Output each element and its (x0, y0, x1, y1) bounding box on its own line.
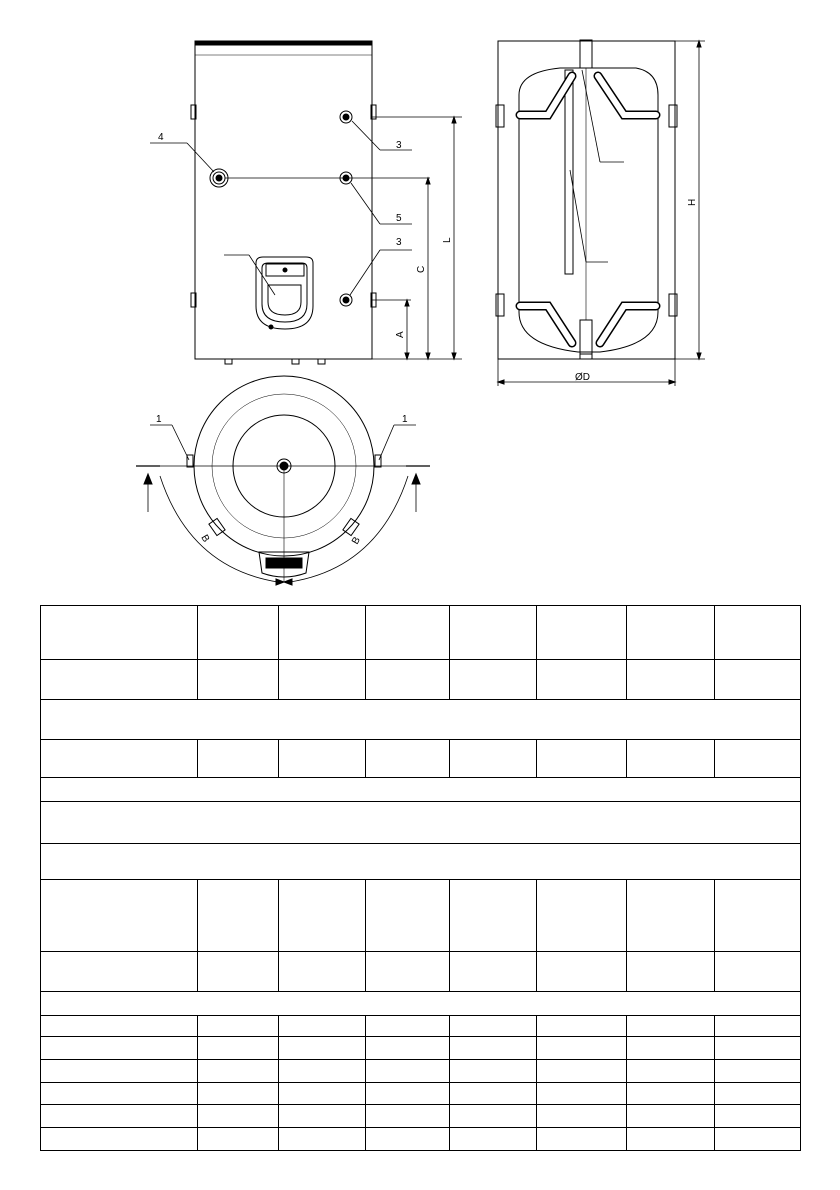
table-row (41, 778, 801, 802)
table-value-cell (715, 1083, 801, 1105)
table-label-cell (41, 740, 198, 778)
table-value-cell (366, 660, 450, 700)
table-label-cell (41, 880, 198, 952)
table-value-cell (198, 1083, 279, 1105)
table-row (41, 880, 801, 952)
table-value-cell (279, 1037, 366, 1060)
table-value-cell (715, 1016, 801, 1037)
table-row (41, 802, 801, 844)
table-row (41, 1128, 801, 1151)
table-label-cell (41, 1037, 198, 1060)
table-value-cell (279, 1060, 366, 1083)
table-row (41, 1105, 801, 1128)
section-outer-shell (498, 41, 675, 359)
table-value-cell (198, 1060, 279, 1083)
table-value-cell (450, 1105, 537, 1128)
table-value-cell (366, 880, 450, 952)
table-value-cell (715, 660, 801, 700)
table-value-cell (366, 1083, 450, 1105)
table-value-cell (366, 1037, 450, 1060)
table-value-cell (198, 1128, 279, 1151)
inspection-flange (256, 257, 313, 329)
table-value-cell (366, 1016, 450, 1037)
label-dim-h: H (687, 198, 698, 206)
table-value-cell (537, 740, 627, 778)
specification-table (40, 605, 801, 1151)
table-value-cell (715, 740, 801, 778)
coil-bottom-left (520, 306, 572, 343)
connection-3-top (340, 111, 352, 123)
table-section-cell (41, 992, 801, 1016)
table-value-cell (366, 1060, 450, 1083)
coil-bottom-right (600, 306, 656, 343)
label-dim-b-right: B (350, 535, 363, 547)
label-dim-l: L (442, 237, 453, 243)
label-dim-b-left: B (198, 533, 212, 545)
table-value-cell (450, 1083, 537, 1105)
table-value-cell (450, 952, 537, 992)
table-value-cell (198, 880, 279, 952)
table-value-cell (198, 1105, 279, 1128)
table-value-cell (450, 740, 537, 778)
table-value-cell (198, 1016, 279, 1037)
table-value-cell (279, 1105, 366, 1128)
label-item-1-right: 1 (402, 414, 408, 425)
section-view (496, 40, 705, 386)
table-value-cell (198, 1037, 279, 1060)
table-row (41, 606, 801, 660)
table-value-cell (627, 1060, 715, 1083)
label-dim-a: A (395, 331, 406, 338)
table-row (41, 660, 801, 700)
table-value-cell (627, 1037, 715, 1060)
table-value-cell (715, 1037, 801, 1060)
table-value-cell (279, 660, 366, 700)
table-row (41, 700, 801, 740)
table-value-cell (715, 1060, 801, 1083)
table-value-cell (450, 1128, 537, 1151)
table-value-cell (537, 1105, 627, 1128)
table-row (41, 952, 801, 992)
table-section-cell (41, 844, 801, 880)
label-item-4: 4 (158, 132, 164, 143)
table-value-cell (450, 1060, 537, 1083)
table-value-cell (366, 952, 450, 992)
table-label-cell (41, 1060, 198, 1083)
table-row (41, 1060, 801, 1083)
table-value-cell (450, 880, 537, 952)
table-value-cell (537, 660, 627, 700)
table-value-cell (627, 880, 715, 952)
table-value-cell (537, 606, 627, 660)
table-value-cell (627, 740, 715, 778)
table-value-cell (627, 1016, 715, 1037)
table-label-cell (41, 952, 198, 992)
table-value-cell (450, 660, 537, 700)
table-value-cell (366, 740, 450, 778)
table-value-cell (627, 1083, 715, 1105)
label-item-5: 5 (396, 213, 402, 224)
table-value-cell (279, 880, 366, 952)
table-value-cell (537, 1016, 627, 1037)
table-value-cell (715, 1105, 801, 1128)
dip-tube (565, 70, 573, 274)
front-view (150, 41, 462, 364)
table-value-cell (198, 740, 279, 778)
table-row (41, 992, 801, 1016)
top-outlet (580, 40, 592, 68)
bottom-inlet (580, 320, 592, 354)
table-value-cell (279, 1128, 366, 1151)
table-row (41, 1083, 801, 1105)
table-value-cell (366, 1128, 450, 1151)
table-value-cell (715, 1128, 801, 1151)
table-value-cell (279, 740, 366, 778)
table-value-cell (715, 880, 801, 952)
table-value-cell (537, 880, 627, 952)
connection-3-bottom (340, 294, 352, 306)
table-label-cell (41, 1105, 198, 1128)
foot-right (318, 359, 325, 364)
table-value-cell (279, 952, 366, 992)
table-section-cell (41, 778, 801, 802)
label-item-1-left: 1 (156, 414, 162, 425)
table-label-cell (41, 606, 198, 660)
foot-left (225, 359, 232, 364)
table-value-cell (537, 1128, 627, 1151)
front-top-cap (195, 41, 372, 45)
table-value-cell (366, 606, 450, 660)
table-value-cell (366, 1105, 450, 1128)
label-dim-c: C (416, 265, 427, 273)
table-row (41, 844, 801, 880)
table-value-cell (279, 606, 366, 660)
table-value-cell (627, 1128, 715, 1151)
label-item-3-top: 3 (396, 140, 402, 151)
table-value-cell (198, 660, 279, 700)
table-section-cell (41, 700, 801, 740)
table-label-cell (41, 1128, 198, 1151)
label-item-3-bottom: 3 (396, 237, 402, 248)
table-value-cell (450, 1016, 537, 1037)
table-value-cell (627, 1105, 715, 1128)
table-value-cell (627, 660, 715, 700)
table-value-cell (279, 1016, 366, 1037)
table-label-cell (41, 1083, 198, 1105)
angle-arc-right (290, 476, 408, 582)
table-value-cell (198, 606, 279, 660)
angle-arc-left (160, 476, 278, 582)
table-value-cell (537, 1083, 627, 1105)
table-value-cell (537, 1060, 627, 1083)
table-label-cell (41, 1016, 198, 1037)
label-dim-d: ØD (575, 372, 590, 383)
table-row (41, 740, 801, 778)
table-row (41, 1016, 801, 1037)
table-value-cell (627, 606, 715, 660)
table-value-cell (715, 606, 801, 660)
table-section-cell (41, 802, 801, 844)
front-body-outline (195, 43, 372, 359)
table-label-cell (41, 660, 198, 700)
table-value-cell (715, 952, 801, 992)
table-value-cell (279, 1083, 366, 1105)
table-row (41, 1037, 801, 1060)
coil-top-right (598, 76, 656, 115)
table-value-cell (450, 1037, 537, 1060)
foot-mid (292, 359, 299, 364)
table-value-cell (198, 952, 279, 992)
table-value-cell (537, 952, 627, 992)
table-value-cell (627, 952, 715, 992)
coil-top-left (520, 76, 572, 115)
top-view (136, 376, 430, 585)
table-value-cell (450, 606, 537, 660)
table-value-cell (537, 1037, 627, 1060)
